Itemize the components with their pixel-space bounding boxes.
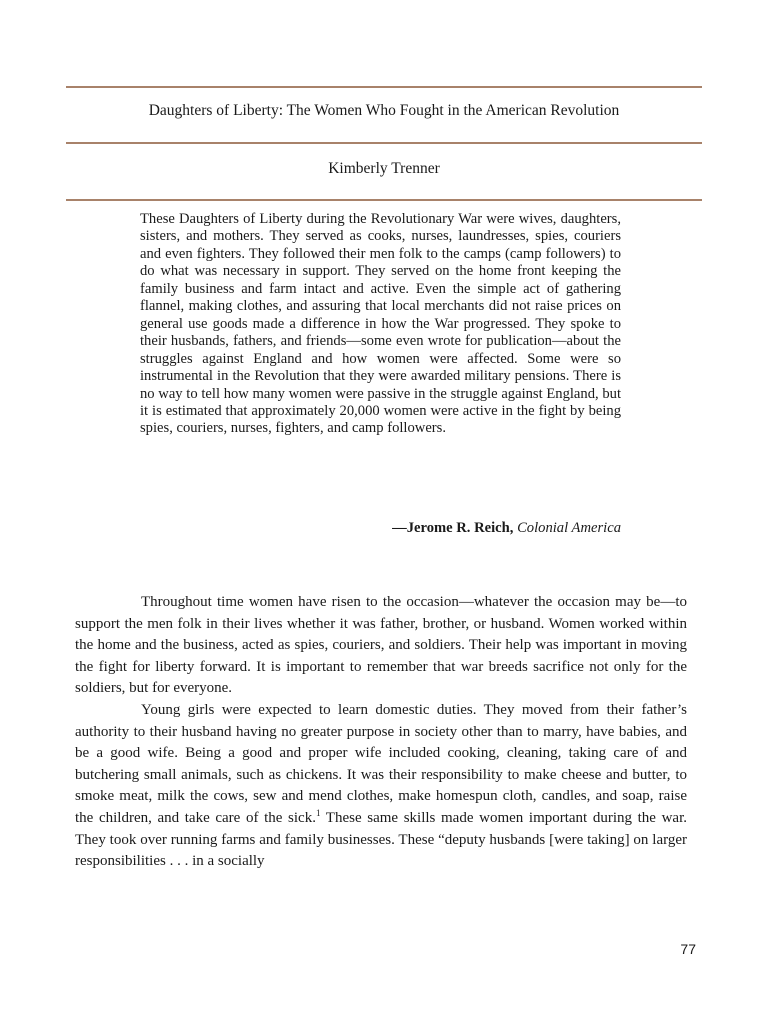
- author-name: Kimberly Trenner: [328, 160, 440, 177]
- top-rule: [66, 86, 702, 88]
- body-paragraph-2: [75, 700, 687, 873]
- title-rule: [66, 142, 702, 144]
- body-text: [75, 592, 687, 873]
- author-rule: [66, 199, 702, 201]
- paper-title: Daughters of Liberty: The Women Who Fought in the American Revolution: [148, 102, 620, 119]
- page-number: 77: [680, 941, 696, 957]
- epigraph-quote: These Daughters of Liberty during the Revolutionary War were wives, daughters, sisters, and mothers. They served as cooks, nurses, laundresses, spies, couriers and even fighters. They followed their men folk to the camps (camp followers) to do what was necessary in support. They served on the home front keeping the family business and farm intact and active. Even the simple act of gathering flannel, making clothes, and assuring that local merchants did not raise prices on general use goods made a difference in how the War progressed. They spoke to their husbands, fathers, and friends—some even wrote for publication—about the struggles against England and how women were affected. Some were so instrumental in the Revolution that they were awarded military pensions. There is no way to tell how many women were passive in the struggle against England, but it is estimated that approximately 20,000 women were active in the fight by being spies, couriers, nurses, fighters, and camp followers.: [140, 211, 621, 437]
- footnote-ref[interactable]: 1: [315, 807, 321, 818]
- paragraph-2-text-a: Young girls were expected to learn domestic duties. They moved from their father’s authority to their husband having no greater purpose in society other than to marry, have babies, and be a good wife. Being a good and proper wife included cooking, cleaning, taking care of and butchering small animals, such as chickens. It was their responsibility to make cheese and butter, to smoke meat, milk the cows, sew and mend clothes, make homespun cloth, candles, and soap, raise the children, and take care of the sick.: [75, 701, 687, 826]
- body-paragraph-1: Throughout time women have risen to the occasion—whatever the occasion may be—to support the men folk in their lives whether it was father, brother, or husband. Women worked within the home and the business, acted as spies, couriers, and soldiers. Their help was important in moving the fight for liberty forward. It is important to remember that war breeds sacrifice not only for the soldiers, but for everyone.: [75, 594, 687, 697]
- attribution-source: Colonial America: [517, 520, 621, 536]
- paragraph-2-text-b: These same skills made women important during the war. They took over running farms and family businesses. These “deputy husbands [were taking] on larger responsibilities . . . in a socially: [75, 809, 687, 870]
- epigraph-attribution: [140, 520, 621, 537]
- attribution-author: —Jerome R. Reich,: [392, 520, 514, 536]
